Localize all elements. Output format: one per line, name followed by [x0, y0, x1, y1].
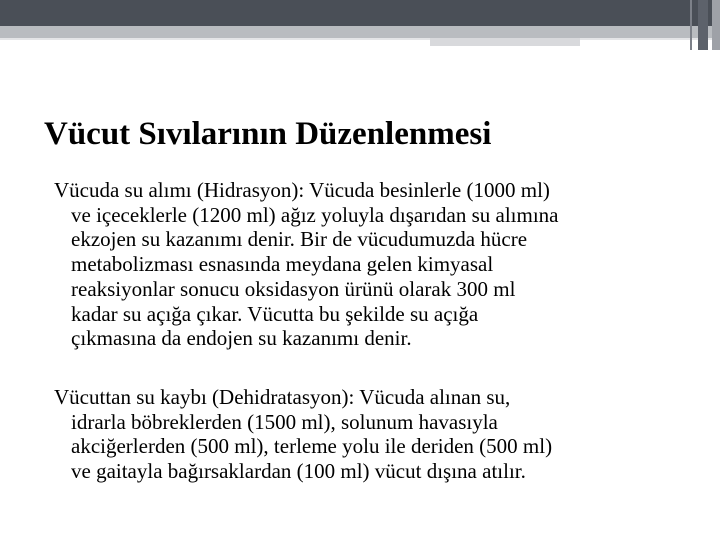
accent-stripe [430, 38, 580, 46]
paragraph-line: idrarla böbreklerden (1500 ml), solunum havasıyla [71, 409, 498, 434]
corner-stripe [698, 0, 708, 50]
paragraph-line: Vücuttan su kaybı (Dehidratasyon): Vücuda alınan su, [54, 385, 511, 409]
corner-stripe [690, 0, 692, 50]
slide-title: Vücut Sıvılarının Düzenlenmesi [44, 116, 492, 152]
corner-decoration [690, 0, 720, 50]
paragraph-line: metabolizması esnasında meydana gelen kimyasal [71, 252, 494, 277]
paragraph-line: kadar su açığa çıkar. Vücutta bu şekilde su açığa [71, 301, 479, 326]
header-band [0, 26, 720, 38]
paragraph-line: ve içeceklerle (1200 ml) ağız yoluyla dışarıdan su alımına [71, 202, 559, 227]
paragraph-line: Vücuda su alımı (Hidrasyon): Vücuda besinlerle (1000 ml) [54, 178, 550, 202]
body-paragraph-dehydration [54, 385, 694, 484]
body-paragraph-hydration [54, 178, 694, 351]
paragraph-line: akciğerlerden (500 ml), terleme yolu ile deriden (500 ml) [71, 434, 553, 459]
header-divider [0, 38, 720, 40]
header-bar [0, 0, 720, 26]
paragraph-line: reaksiyonlar sonucu oksidasyon ürünü olarak 300 ml [71, 276, 516, 301]
paragraph-line: ekzojen su kazanımı denir. Bir de vücudumuzda hücre [71, 227, 528, 252]
paragraph-line: çıkmasına da endojen su kazanımı denir. [71, 326, 412, 351]
paragraph-line: ve gaitayla bağırsaklardan (100 ml) vücut dışına atılır. [71, 459, 526, 484]
corner-stripe [712, 0, 720, 50]
